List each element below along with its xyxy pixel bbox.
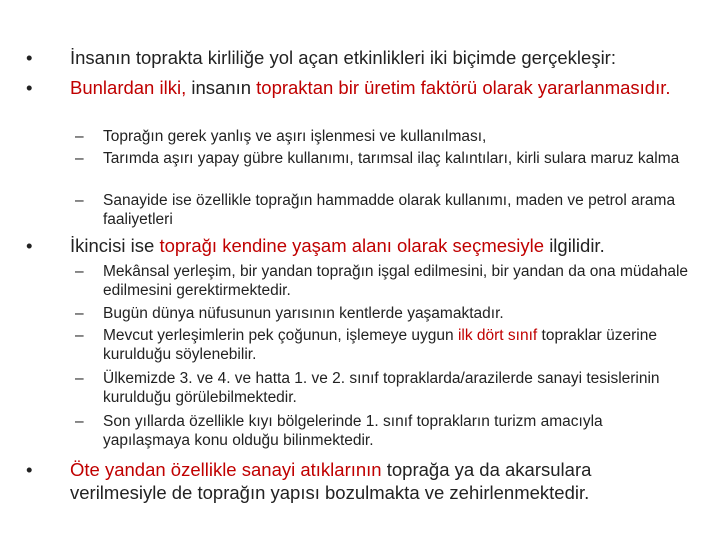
dash-icon: – [75, 327, 84, 344]
bullet-4-text [70, 458, 688, 504]
text-run: Ülkemizde 3. ve 4. ve hatta 1. ve 2. sınıf topraklarda/arazilerde sanayi tesislerinin kurulduğu görülebilmektedir. [103, 370, 660, 406]
sub-bullet-2-3 [70, 191, 690, 229]
bullet-3-text [70, 234, 688, 257]
sub-bullet-3-1 [70, 262, 690, 300]
bullet-3 [28, 234, 688, 257]
text-run: İkincisi ise [70, 235, 160, 256]
bullet-4 [28, 458, 688, 504]
sub-bullet-text [103, 191, 690, 229]
dash-icon: – [75, 370, 84, 387]
sub-bullet-text [103, 412, 690, 450]
text-run: Öte yandan özellikle sanayi atıklarının [70, 459, 387, 480]
bullet-1-text [70, 46, 688, 69]
sub-bullet-text [103, 326, 690, 364]
text-run: Bunlardan ilki, [70, 77, 192, 98]
text-run: Mekânsal yerleşim, bir yandan toprağın işgal edilmesini, bir yandan da ona müdahale edilmesini gerektirmektedir. [103, 263, 689, 299]
text-run: Sanayide ise özellikle toprağın hammadde olarak kullanımı, maden ve petrol arama faaliyetleri [103, 192, 676, 228]
bullet-dot-icon: • [26, 77, 33, 98]
text-run: toprağı kendine yaşam alanı olarak seçmesiyle [159, 235, 550, 256]
bullet-2-text [70, 76, 688, 99]
bullet-2 [28, 76, 688, 99]
dash-icon: – [75, 192, 84, 209]
sub-bullet-2-2 [70, 149, 690, 168]
sub-bullet-text [103, 369, 690, 407]
text-run: Mevcut yerleşimlerin pek çoğunun, işlemeye uygun [103, 327, 458, 344]
dash-icon: – [75, 305, 84, 322]
bullet-dot-icon: • [26, 47, 33, 68]
text-run: Tarımda aşırı yapay gübre kullanımı, tarımsal ilaç kalıntıları, kirli sulara maruz kalma [103, 150, 680, 167]
sub-bullet-3-5 [70, 412, 690, 450]
text-run: insanın [191, 77, 257, 98]
text-run: İnsanın toprakta kirliliğe yol açan etkinlikleri iki biçimde gerçekleşir: [70, 47, 616, 68]
dash-icon: – [75, 150, 84, 167]
dash-icon: – [75, 413, 84, 430]
sub-bullet-3-4 [70, 369, 690, 407]
text-run: topraklar üzerine kurulduğu söylenebilir. [103, 327, 657, 363]
dash-icon: – [75, 128, 84, 145]
sub-bullet-3-2 [70, 304, 690, 323]
sub-bullet-text [103, 149, 690, 168]
text-run: Son yıllarda özellikle kıyı bölgelerinde 1. sınıf toprakların turizm amacıyla yapılaşmaya konu olduğu bilinmektedir. [103, 413, 603, 449]
bullet-dot-icon: • [26, 459, 33, 480]
bullet-dot-icon: • [26, 235, 33, 256]
sub-bullet-text [103, 127, 690, 146]
text-run: ilk dört sınıf [457, 327, 542, 344]
text-run: ilgilidir. [549, 235, 605, 256]
text-run: Toprağın gerek yanlış ve aşırı işlenmesi ve kullanılması, [103, 128, 487, 145]
bullet-1 [28, 46, 688, 69]
text-run: topraktan bir üretim faktörü olarak yararlanmasıdır. [256, 77, 671, 98]
dash-icon: – [75, 263, 84, 280]
sub-bullet-3-3 [70, 326, 690, 364]
text-run: Bugün dünya nüfusunun yarısının kentlerde yaşamaktadır. [103, 305, 504, 322]
sub-bullet-text [103, 304, 690, 323]
sub-bullet-2-1 [70, 127, 690, 146]
text-run: toprağa ya da akarsulara verilmesiyle de toprağın yapısı bozulmakta ve zehirlenmektedir. [70, 459, 592, 503]
sub-bullet-text [103, 262, 690, 300]
